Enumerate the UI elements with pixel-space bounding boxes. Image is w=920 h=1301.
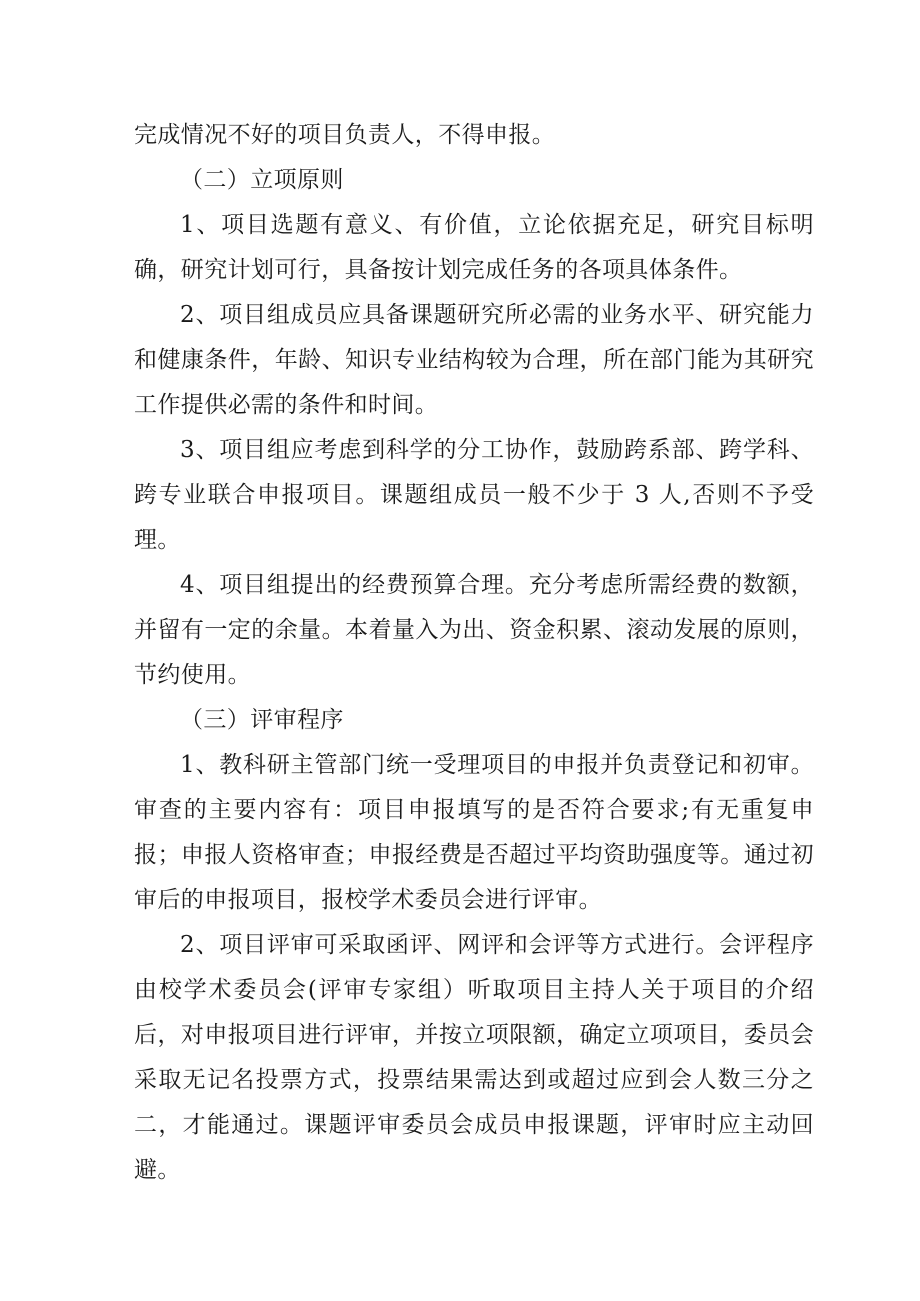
paragraph-principle-2: 2、项目组成员应具备课题研究所必需的业务水平、研究能力和健康条件，年龄、知识专业结构较为合理，所在部门能为其研究工作提供必需的条件和时间。 <box>134 302 814 418</box>
paragraph-procedure-2: 2、项目评审可采取函评、网评和会评等方式进行。会评程序由校学术委员会(评审专家组）听取项目主持人关于项目的介绍后，对申报项目进行评审，并按立项限额，确定立项项目，委员会采取无记名投票方式，投票结果需达到或超过应到会人数三分之二，才能通过。课题评审委员会成员申报课题，评审时应主动回避。 <box>134 932 814 1183</box>
section-heading-review-procedure: （三）评审程序 <box>180 707 344 733</box>
paragraph-principle-1: 1、项目选题有意义、有价值，立论依据充足，研究目标明确，研究计划可行，具备按计划完成任务的各项具体条件。 <box>134 212 814 283</box>
document-body <box>134 113 814 1193</box>
paragraph-continuation: 完成情况不好的项目负责人，不得申报。 <box>134 122 556 148</box>
paragraph-principle-4: 4、项目组提出的经费预算合理。充分考虑所需经费的数额，并留有一定的余量。本着量入为出、资金积累、滚动发展的原则，节约使用。 <box>134 572 814 688</box>
paragraph-procedure-1: 1、教科研主管部门统一受理项目的申报并负责登记和初审。审查的主要内容有：项目申报填写的是否符合要求;有无重复申报；申报人资格审查；申报经费是否超过平均资助强度等。通过初审后的申报项目，报校学术委员会进行评审。 <box>134 752 814 913</box>
paragraph-principle-3: 3、项目组应考虑到科学的分工协作，鼓励跨系部、跨学科、跨专业联合申报项目。课题组成员一般不少于 3 人,否则不予受理。 <box>134 437 814 553</box>
section-heading-project-principles: （二）立项原则 <box>180 167 344 193</box>
